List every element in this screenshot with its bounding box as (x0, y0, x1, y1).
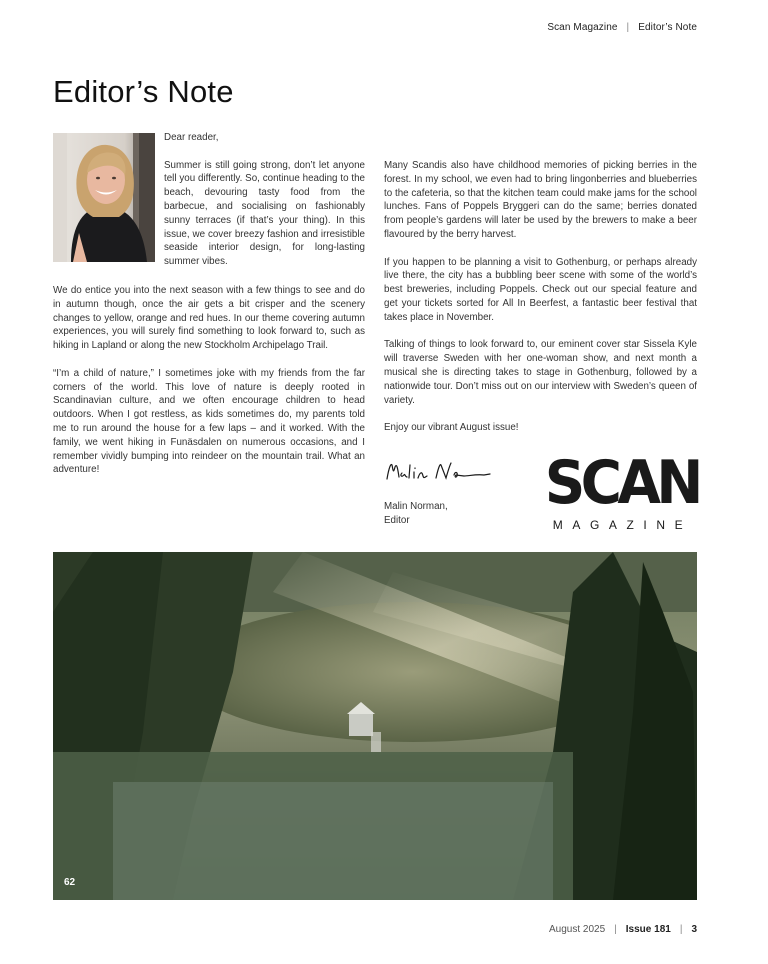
footer-date: August 2025 (549, 924, 606, 935)
logo-wordmark: SCAN (544, 448, 699, 518)
right-paragraph: Talking of things to look forward to, our eminent cover star Sissela Kyle will traverse Sweden with her one-woman show, and next month a musical she is directing takes to stage in Gothenburg, followed by a nationwide tour. Don’t miss out on our interview with Sweden’s queen of variety. (384, 339, 697, 406)
right-column (384, 159, 697, 449)
editor-name: Malin Norman, (384, 501, 448, 512)
photo-page-number: 62 (64, 877, 76, 888)
greeting: Dear reader, (164, 132, 219, 143)
footer-page-number: 3 (691, 924, 697, 935)
footer-divider: | (614, 924, 617, 935)
right-paragraph: Many Scandis also have childhood memories of picking berries in the forest. In my school, we even had to bring lingonberries and blueberries to the cafeteria, so that the kitchen team could make jams for the school lunches. Fans of Poppels Bryggeri can do the same; berries donated from people’s gardens will later be used by the brewers to make a beer flavoured by the berry harvest. (384, 160, 697, 240)
page-header (547, 22, 697, 33)
signature-caption (384, 500, 448, 528)
intro-text (164, 131, 365, 283)
page-footer (549, 924, 697, 935)
header-divider: | (626, 22, 630, 33)
left-paragraph: We do entice you into the next season with a few things to see and do in autumn though, once the air gets a bit crisper and the scenery changes to yellow, orange and red hues. In our theme covering autumn experiences, you will surely find something to look forward to, such as hiking in Lapland or along the new Stockholm Archipelago Trail. (53, 285, 365, 352)
footer-divider: | (679, 924, 683, 935)
page-title: Editor’s Note (53, 74, 234, 109)
left-column (53, 284, 365, 491)
logo-subtitle: MAGAZINE (552, 518, 693, 532)
forest-photo (53, 552, 697, 900)
footer-issue: Issue 181 (625, 924, 671, 935)
left-paragraph: “I’m a child of nature,” I sometimes joke with my friends from the far corners of the world. This love of nature is deeply rooted in Scandinavian culture, and we often encourage children to head outdoors. When I got restless, as kids sometimes do, my parents told me to run around the house for a few laps – and it worked. With the family, we went hiking in Funäsdalen on numerous occasions, and I remember vividly bumping into reindeer on the mountain trail. What an adventure! (53, 367, 365, 476)
intro-paragraph: Summer is still going strong, don’t let anyone tell you differently. So, continue heading to the beach, devouring tasty food from the barbecue, and socialising on fashionably sunny terraces (if that’s your thing). In this issue, we cover breezy fashion and irresistible seaside interior design, for long-lasting summer vibes. (164, 159, 365, 268)
header-magazine: Scan Magazine (547, 22, 618, 33)
right-paragraph: If you happen to be planning a visit to Gothenburg, or perhaps already live there, the city has a bubbling beer scene with some of the world’s best breweries, including Poppels. Check out our special feature and get your tickets sorted for All In Beerfest, a fantastic beer festival that takes place in November. (384, 256, 697, 323)
editor-portrait (53, 133, 155, 262)
editor-role: Editor (384, 514, 410, 526)
handwritten-signature (384, 457, 494, 487)
header-section: Editor’s Note (638, 22, 697, 33)
scan-magazine-logo (540, 448, 699, 534)
closing-line: Enjoy our vibrant August issue! (384, 422, 519, 434)
